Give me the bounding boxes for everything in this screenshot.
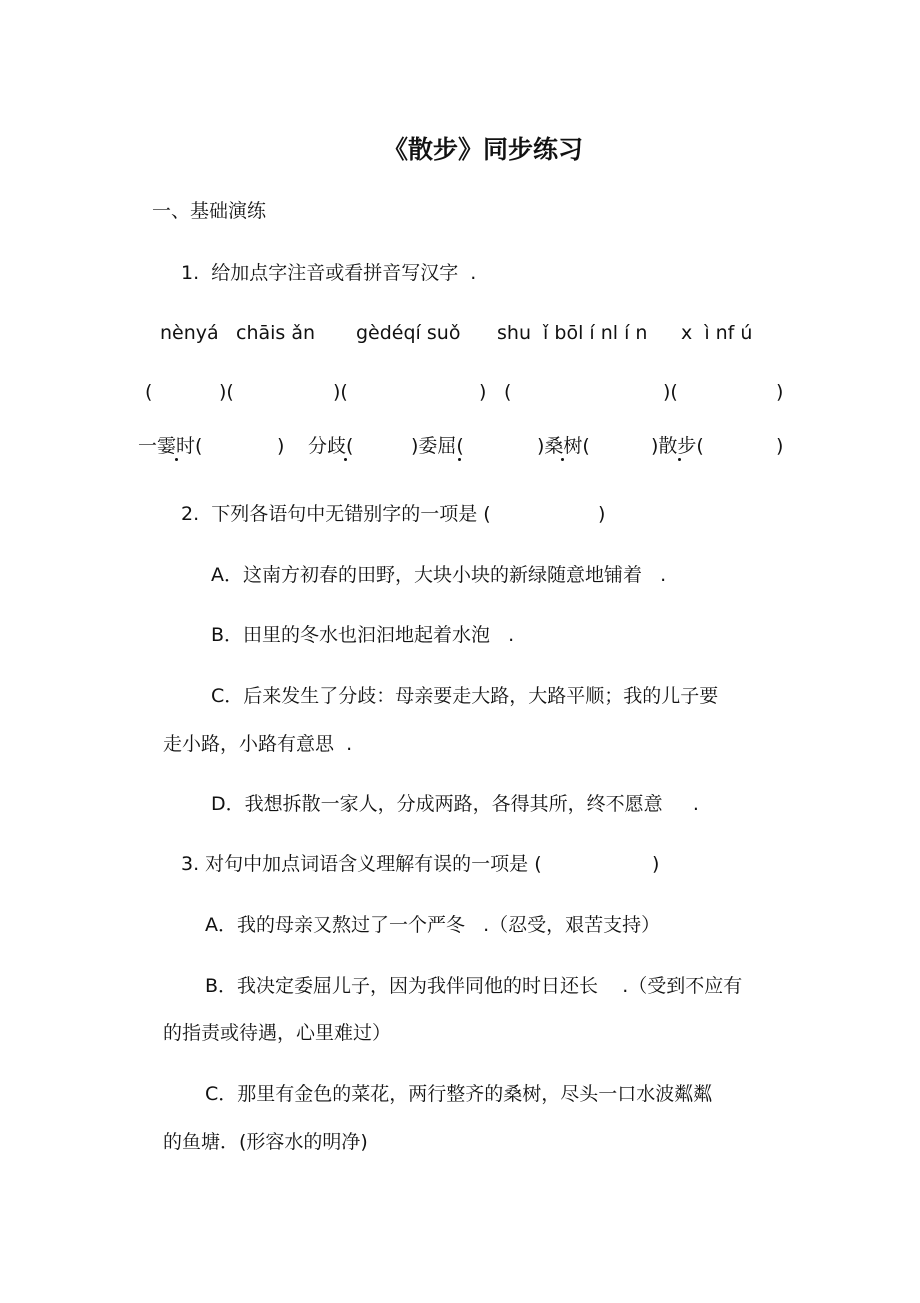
q1-chars-4: )委屈( bbox=[411, 435, 464, 457]
emphasis-dot bbox=[344, 458, 347, 461]
q3-option-b-line2: 的指责或待遇，心里难过） bbox=[163, 1022, 392, 1044]
q1-paren-7: ) bbox=[776, 381, 784, 403]
q1-paren-4: ) bbox=[479, 381, 487, 403]
q1-pinyin-1: nènyá bbox=[160, 322, 219, 344]
q3-option-a: A．我的母亲又熬过了一个严冬 .（忍受，艰苦支持） bbox=[205, 914, 661, 936]
q2-option-c-line2: 走小路，小路有意思 . bbox=[163, 733, 353, 755]
q1-paren-2: )( bbox=[219, 381, 234, 403]
q1-chars-7: ) bbox=[776, 435, 784, 457]
q2-option-d: D．我想拆散一家人，分成两路，各得其所，终不愿意 . bbox=[211, 793, 699, 815]
q2-stem: 2. 下列各语句中无错别字的一项是 ( bbox=[181, 503, 491, 525]
q1-chars-6: )散步( bbox=[651, 435, 704, 457]
emphasis-dot bbox=[678, 458, 681, 461]
q1-paren-6: )( bbox=[663, 381, 678, 403]
q1-pinyin-3: gèdéqí suǒ bbox=[356, 322, 461, 344]
section-heading: 一、基础演练 bbox=[152, 200, 267, 222]
doc-title: 《散步》同步练习 bbox=[383, 135, 584, 164]
q1-paren-1: ( bbox=[145, 381, 153, 403]
q1-chars-2: ) bbox=[277, 435, 285, 457]
q3-option-b-line1: B．我决定委屈儿子，因为我伴同他的时日还长 .（受到不应有 bbox=[205, 975, 743, 997]
q1-paren-5: ( bbox=[504, 381, 512, 403]
q1-chars-5: )桑树( bbox=[537, 435, 590, 457]
q1-paren-3: )( bbox=[333, 381, 348, 403]
q2-option-b: B．田里的冬水也汩汩地起着水泡 . bbox=[211, 624, 515, 646]
q3-stem: 3. 对句中加点词语含义理解有误的一项是 ( bbox=[181, 853, 542, 875]
q1-pinyin-2: chāis ǎn bbox=[236, 322, 316, 344]
emphasis-dot bbox=[561, 458, 564, 461]
q1-stem: 1. 给加点字注音或看拼音写汉字 . bbox=[181, 262, 477, 284]
q3-option-c-line2: 的鱼塘．(形容水的明净) bbox=[163, 1131, 368, 1153]
q1-pinyin-5: x ì nf ú bbox=[681, 322, 753, 344]
q2-option-c-line1: C．后来发生了分歧：母亲要走大路，大路平顺；我的儿子要 bbox=[211, 685, 719, 707]
q3-stem-close: ) bbox=[652, 853, 660, 875]
q2-stem-close: ) bbox=[598, 503, 606, 525]
emphasis-dot bbox=[458, 458, 461, 461]
q2-option-a: A．这南方初春的田野，大块小块的新绿随意地铺着 . bbox=[211, 564, 667, 586]
q3-option-c-line1: C．那里有金色的菜花，两行整齐的桑树，尽头一口水波粼粼 bbox=[205, 1083, 713, 1105]
q1-chars-3: 分歧( bbox=[308, 435, 354, 457]
q1-chars-1: 一霎时( bbox=[138, 435, 203, 457]
emphasis-dot bbox=[175, 458, 178, 461]
q1-pinyin-4: shu ǐ bōl í nl í n bbox=[497, 322, 648, 344]
